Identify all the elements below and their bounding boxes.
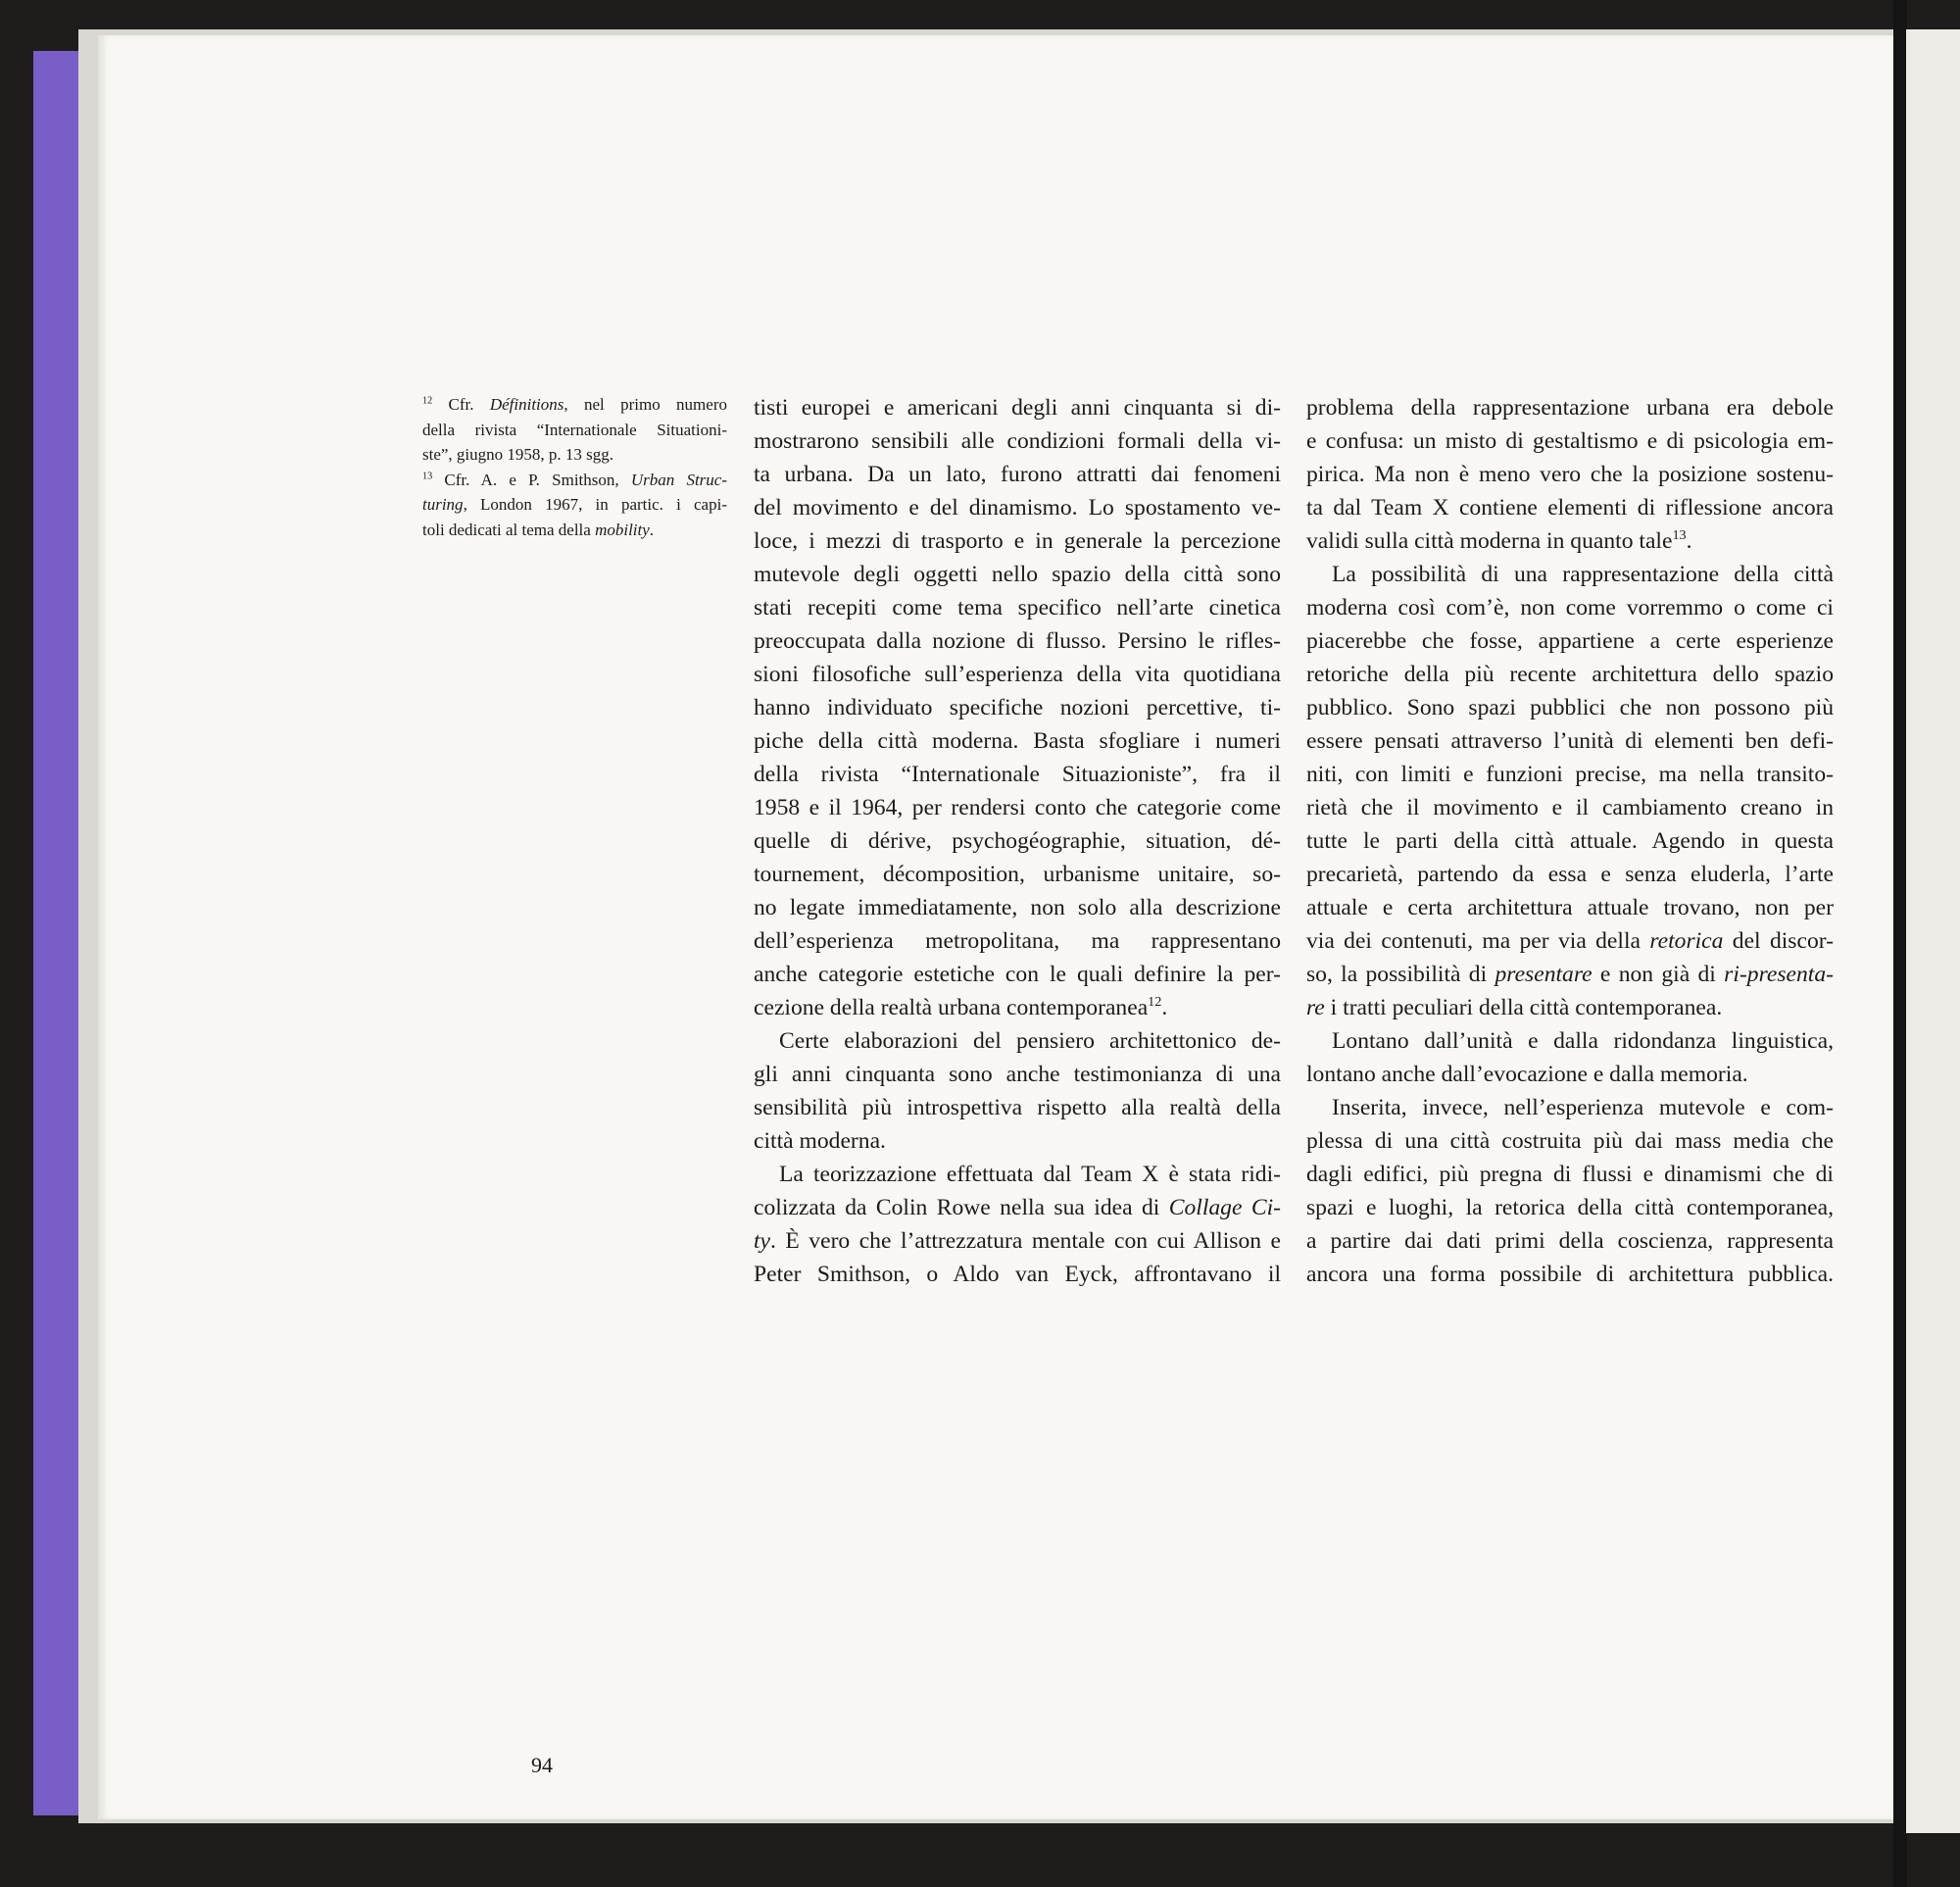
- text-segment: moderna così com’è, non come vorremmo o come ci: [1306, 595, 1834, 621]
- text-line: [1306, 1224, 1834, 1258]
- text-line: [754, 1091, 1281, 1124]
- text-line: [754, 958, 1281, 991]
- text-line: [1306, 791, 1834, 824]
- text-line: [1306, 591, 1834, 624]
- text-line: [1306, 1258, 1834, 1291]
- text-line: [754, 624, 1281, 658]
- text-segment: problema della rappresentazione urbana era debole: [1306, 395, 1834, 421]
- text-segment: precarietà, partendo da essa e senza eluderla, l’arte: [1306, 862, 1834, 887]
- text-segment: no legate immediatamente, non solo alla descrizione: [754, 895, 1281, 920]
- text-line: [754, 1158, 1281, 1191]
- text-segment: dell’esperienza metropolitana, ma rappresentano: [754, 928, 1281, 954]
- text-line: [1306, 958, 1834, 991]
- footnotes: [422, 392, 727, 542]
- text-segment: gli anni cinquanta sono anche testimonianza di una: [754, 1062, 1281, 1087]
- text-segment: della rivista “Internationale Situationi-: [422, 420, 727, 439]
- text-segment: e non già di: [1592, 962, 1725, 987]
- text-line: [422, 442, 727, 468]
- text-segment: retoriche della più recente architettura dello spazio: [1306, 662, 1834, 687]
- italic-text: mobility: [595, 520, 650, 539]
- text-line: [1306, 758, 1834, 791]
- text-segment: quelle di dérive, psychogéographie, situation, dé-: [754, 828, 1281, 854]
- text-segment: anche categorie estetiche con le quali definire la per-: [754, 962, 1281, 987]
- text-segment: tutte le parti della città attuale. Agendo in questa: [1306, 828, 1834, 854]
- text-line: [754, 1124, 1281, 1158]
- text-segment: colizzata da Colin Rowe nella sua idea di: [754, 1195, 1169, 1220]
- text-line: [754, 524, 1281, 558]
- text-segment: hanno individuato specifiche nozioni percettive, ti-: [754, 695, 1281, 720]
- text-line: [1306, 491, 1834, 524]
- text-line: [1306, 924, 1834, 958]
- text-line: [1306, 458, 1834, 491]
- text-column-right: [1306, 391, 1834, 1291]
- text-line: [422, 468, 727, 493]
- text-segment: pirica. Ma non è meno vero che la posizione sostenu-: [1306, 462, 1834, 487]
- italic-text: ri-presenta-: [1724, 962, 1835, 987]
- text-line: [1306, 524, 1834, 558]
- text-segment: tisti europei e americani degli anni cinquanta si di-: [754, 395, 1281, 421]
- text-segment: cezione della realtà urbana contemporanea: [754, 995, 1149, 1020]
- text-line: [1306, 1058, 1834, 1091]
- text-line: [754, 991, 1281, 1024]
- italic-text: re: [1306, 995, 1325, 1020]
- text-segment: del discor-: [1723, 928, 1834, 954]
- text-segment: i tratti peculiari della città contemporanea.: [1324, 995, 1723, 1020]
- text-line: [1306, 1191, 1834, 1224]
- text-segment: .: [1161, 995, 1168, 1020]
- facing-page-edge: [1906, 29, 1960, 1833]
- text-line: [754, 924, 1281, 958]
- text-segment: a partire dai dati primi della coscienza, rappresenta: [1306, 1228, 1834, 1254]
- text-line: [754, 1224, 1281, 1258]
- text-segment: Lontano dall’unità e dalla ridondanza linguistica,: [1332, 1028, 1834, 1054]
- text-line: [754, 1024, 1281, 1058]
- italic-text: Urban Struc-: [630, 470, 727, 489]
- text-line: [754, 891, 1281, 924]
- text-segment: sioni filosofiche sull’esperienza della vita quotidiana: [754, 662, 1281, 687]
- text-segment: rietà che il movimento e il cambiamento creano in: [1306, 795, 1834, 820]
- text-segment: Cfr.: [432, 395, 490, 414]
- text-segment: ancora una forma possibile di architettura pubblica.: [1306, 1262, 1834, 1287]
- text-segment: via dei contenuti, ma per via della: [1306, 928, 1650, 954]
- text-segment: stati recepiti come tema specifico nell’arte cinetica: [754, 595, 1281, 621]
- text-line: [754, 858, 1281, 891]
- text-column-left: [754, 391, 1281, 1291]
- text-segment: lontano anche dall’evocazione e dalla memoria.: [1306, 1062, 1748, 1087]
- text-line: [754, 1058, 1281, 1091]
- text-line: [754, 758, 1281, 791]
- text-line: [422, 492, 727, 518]
- text-line: [1306, 624, 1834, 658]
- text-line: [1306, 1124, 1834, 1158]
- footnote-ref: 12: [422, 395, 433, 407]
- text-segment: dagli edifici, più pregna di flussi e dinamismi che di: [1306, 1162, 1834, 1187]
- text-line: [754, 658, 1281, 691]
- text-segment: ta dal Team X contiene elementi di riflessione ancora: [1306, 495, 1834, 521]
- text-line: [754, 458, 1281, 491]
- text-segment: preoccupata dalla nozione di flusso. Persino le rifles-: [754, 628, 1281, 654]
- text-line: [754, 558, 1281, 591]
- footnote-ref: 13: [422, 470, 433, 481]
- text-line: [1306, 391, 1834, 424]
- text-line: [1306, 691, 1834, 724]
- text-segment: Inserita, invece, nell’esperienza mutevole e com-: [1332, 1095, 1834, 1120]
- text-line: [1306, 991, 1834, 1024]
- text-line: [422, 418, 727, 443]
- text-line: [754, 491, 1281, 524]
- text-segment: del movimento e del dinamismo. Lo spostamento ve-: [754, 495, 1281, 521]
- text-segment: loce, i mezzi di trasporto e in generale la percezione: [754, 528, 1281, 554]
- text-line: [422, 518, 727, 543]
- text-line: [754, 424, 1281, 458]
- text-segment: Cfr. A. e P. Smithson,: [432, 470, 631, 489]
- text-line: [1306, 858, 1834, 891]
- text-line: [1306, 824, 1834, 858]
- text-line: [1306, 658, 1834, 691]
- text-segment: pubblico. Sono spazi pubblici che non possono più: [1306, 695, 1834, 720]
- text-line: [1306, 891, 1834, 924]
- text-segment: piacerebbe che fosse, appartiene a certe esperienze: [1306, 628, 1834, 654]
- text-segment: della rivista “Internationale Situazioniste”, fra il: [754, 762, 1281, 787]
- text-line: [754, 1258, 1281, 1291]
- text-segment: e confusa: un misto di gestaltismo e di psicologia em-: [1306, 428, 1834, 454]
- text-segment: mutevole degli oggetti nello spazio della città sono: [754, 562, 1281, 587]
- italic-text: ty: [754, 1228, 771, 1254]
- italic-text: presentare: [1494, 962, 1592, 987]
- text-line: [422, 392, 727, 418]
- text-segment: plessa di una città costruita più dai mass media che: [1306, 1128, 1834, 1154]
- text-segment: . È vero che l’attrezzatura mentale con cui Allison e: [770, 1228, 1281, 1254]
- text-segment: so, la possibilità di: [1306, 962, 1495, 987]
- book-gutter: [1893, 0, 1907, 1887]
- page-number: 94: [531, 1753, 553, 1777]
- text-segment: attuale e certa architettura attuale trovano, non per: [1306, 895, 1834, 920]
- text-segment: ste”, giugno 1958, p. 13 sgg.: [422, 445, 614, 464]
- text-line: [1306, 1158, 1834, 1191]
- text-segment: spazi e luoghi, la retorica della città contemporanea,: [1306, 1195, 1834, 1220]
- text-segment: , London 1967, in partic. i capi-: [463, 495, 727, 514]
- text-segment: 1958 e il 1964, per rendersi conto che categorie come: [754, 795, 1281, 820]
- text-segment: La teorizzazione effettuata dal Team X è stata ridi-: [779, 1162, 1281, 1187]
- text-segment: ta urbana. Da un lato, furono attratti dai fenomeni: [754, 462, 1281, 487]
- text-line: [1306, 558, 1834, 591]
- text-line: [754, 724, 1281, 758]
- text-line: [754, 791, 1281, 824]
- footnote-ref: 13: [1672, 527, 1687, 544]
- text-segment: mostrarono sensibili alle condizioni formali della vi-: [754, 428, 1281, 454]
- text-line: [754, 691, 1281, 724]
- text-segment: città moderna.: [754, 1128, 886, 1154]
- italic-text: retorica: [1649, 928, 1724, 954]
- text-line: [754, 824, 1281, 858]
- text-line: [1306, 1091, 1834, 1124]
- text-segment: Certe elaborazioni del pensiero architettonico de-: [779, 1028, 1281, 1054]
- text-segment: tournement, décomposition, urbanisme unitaire, so-: [754, 862, 1281, 887]
- text-segment: .: [649, 520, 655, 539]
- italic-text: turing: [422, 495, 464, 514]
- text-segment: sensibilità più introspettiva rispetto alla realtà della: [754, 1095, 1281, 1120]
- text-line: [1306, 1024, 1834, 1058]
- italic-text: Collage Ci-: [1168, 1195, 1281, 1220]
- text-line: [754, 391, 1281, 424]
- footnote-ref: 12: [1148, 994, 1162, 1011]
- text-segment: .: [1686, 528, 1692, 554]
- text-line: [754, 591, 1281, 624]
- italic-text: Définitions: [489, 395, 564, 414]
- text-segment: toli dedicati al tema della: [422, 520, 596, 539]
- text-segment: niti, con limiti e funzioni precise, ma nella transito-: [1306, 762, 1834, 787]
- text-segment: essere pensati attraverso l’unità di elementi ben defi-: [1306, 728, 1834, 754]
- text-line: [1306, 724, 1834, 758]
- text-line: [1306, 424, 1834, 458]
- text-segment: validi sulla città moderna in quanto tale: [1306, 528, 1673, 554]
- text-line: [754, 1191, 1281, 1224]
- text-segment: piche della città moderna. Basta sfogliare i numeri: [754, 728, 1281, 754]
- text-segment: Peter Smithson, o Aldo van Eyck, affrontavano il: [754, 1262, 1281, 1287]
- text-segment: , nel primo numero: [564, 395, 727, 414]
- text-segment: La possibilità di una rappresentazione della città: [1332, 562, 1834, 587]
